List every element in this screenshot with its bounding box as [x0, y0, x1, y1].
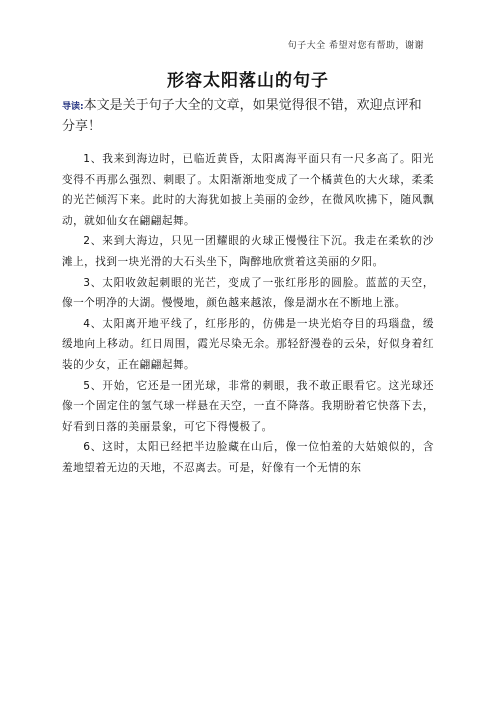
paragraph-3: 3、太阳收敛起刺眼的光芒，变成了一张红彤彤的圆脸。蓝蓝的天空，像一个明净的大湖。慢慢地，颜色越来越浓，像是湖水在不断地上涨。	[62, 276, 434, 310]
paragraph-6: 6、这时，太阳已经把半边脸藏在山后，像一位怕羞的大姑娘似的，含羞地望着无边的天地，不忍离去。可是，好像有一个无情的东	[62, 441, 434, 474]
guide-text: 本文是关于句子大全的文章，如果觉得很不错，欢迎点评和分享！	[62, 98, 422, 134]
article-body	[62, 149, 434, 479]
paragraph-5: 5、开始，它还是一团光球，非常的刺眼，我不敢正眼看它。这光球还像一个固定住的氢气球一样悬在天空，一直不降落。我期盼着它快落下去，好看到日落的美丽景象，可它下得慢极了。	[62, 379, 434, 433]
page-title: 形容太阳落山的句子	[167, 71, 329, 91]
paragraph-4: 4、太阳离开地平线了，红彤彤的，仿佛是一块光焰夺目的玛瑙盘，缓缓地向上移动。红日周围，霞光尽染无余。那轻舒漫卷的云朵，好似身着红装的少女，正在翩翩起舞。	[62, 317, 434, 371]
header-note: 句子大全 希望对您有帮助，谢谢	[287, 41, 424, 51]
paragraph-2: 2、来到大海边，只见一团耀眼的火球正慢慢往下沉。我走在柔软的沙滩上，找到一块光滑的大石头坐下，陶醉地欣赏着这美丽的夕阳。	[62, 235, 434, 268]
guide-label: 导读:	[62, 102, 84, 112]
guide-section	[62, 96, 434, 137]
paragraph-1: 1、我来到海边时，已临近黄昏，太阳离海平面只有一尺多高了。阳光变得不再那么强烈、刺眼了。太阳渐渐地变成了一个橘黄色的大火球，柔柔的光芒倾泻下来。此时的大海犹如披上美丽的金纱，在微风吹拂下，随风飘动，就如仙女在翩翩起舞。	[62, 153, 434, 227]
